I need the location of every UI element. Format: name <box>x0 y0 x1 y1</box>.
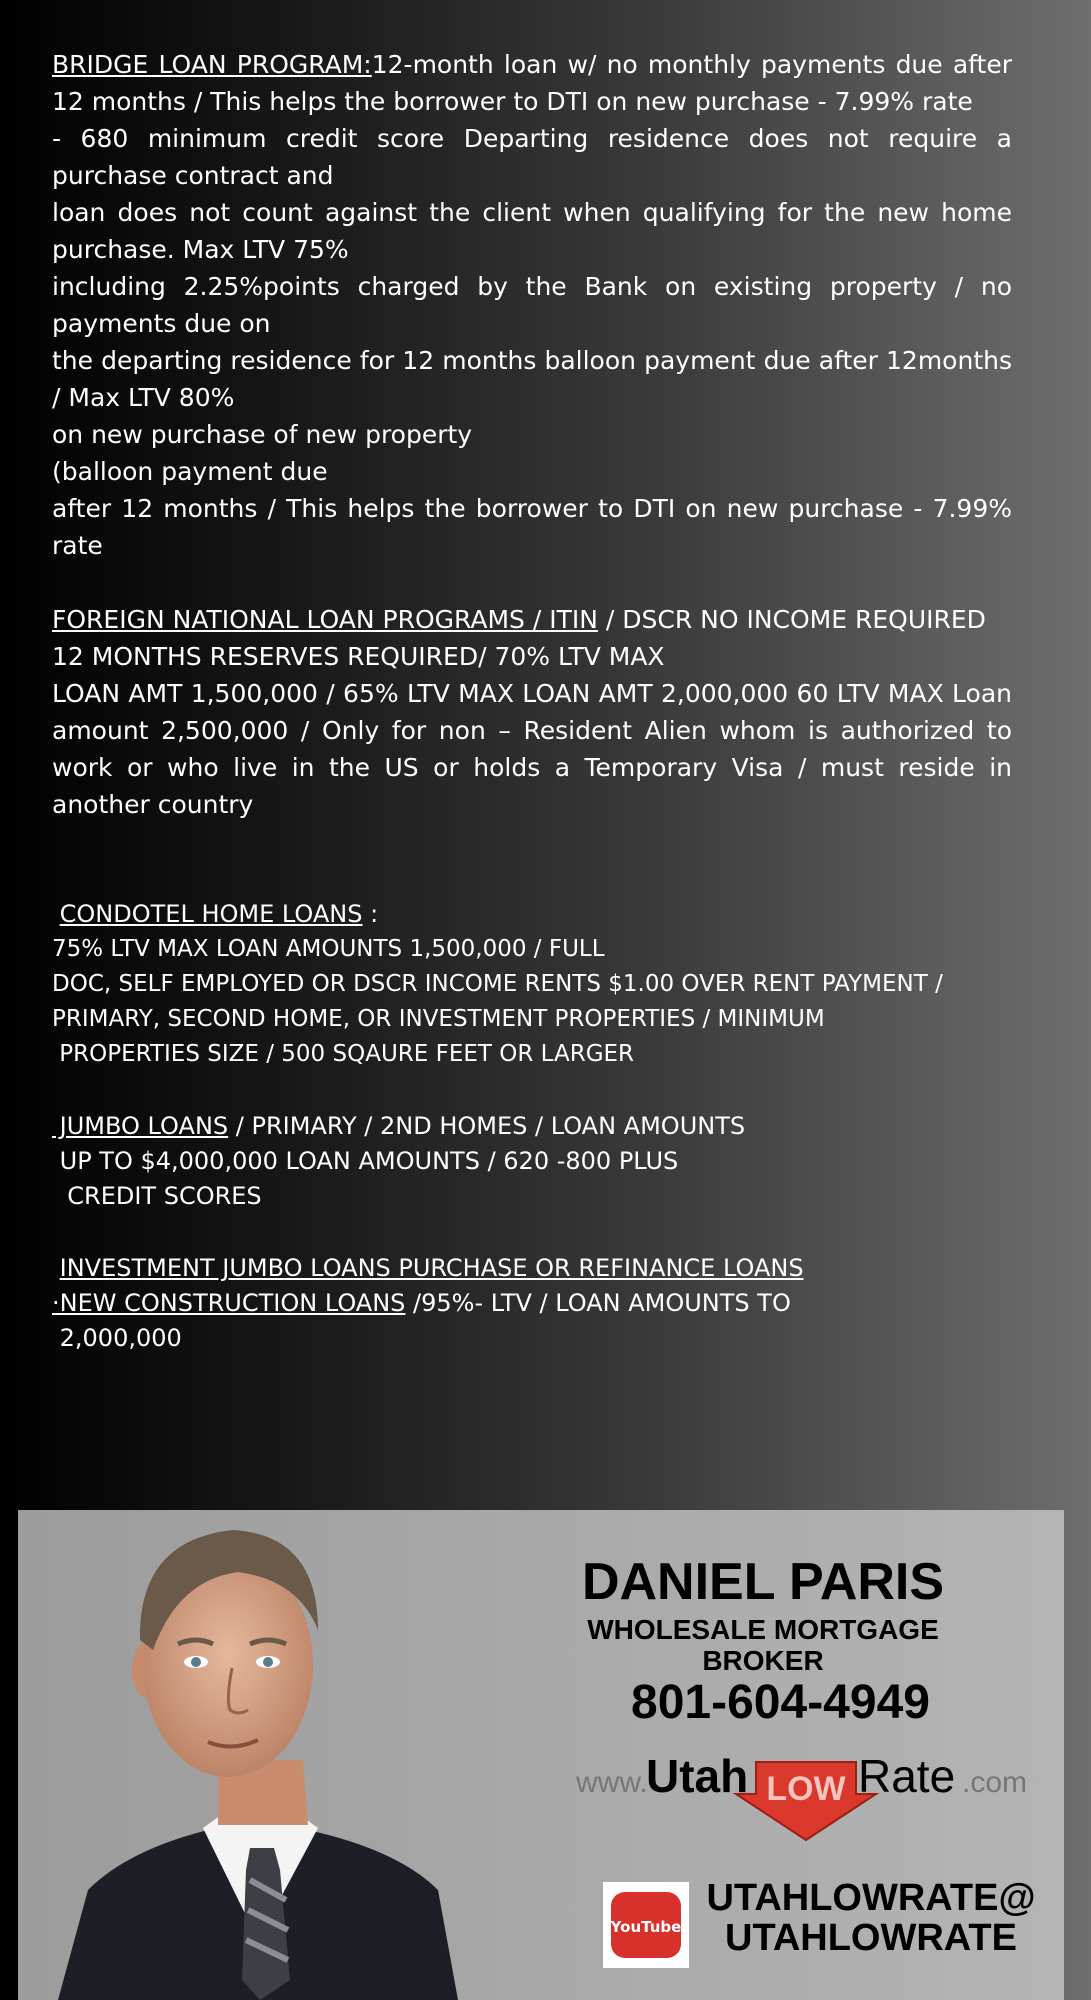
logo-low: LOW <box>766 1770 846 1808</box>
bridge-line: on new purchase of new property <box>52 420 473 449</box>
jumbo-line: CREDIT SCORES <box>52 1182 262 1210</box>
foreign-national-heading-rest: / DSCR NO INCOME REQUIRED <box>597 605 986 634</box>
condotel-line: PROPERTIES SIZE / 500 SQAURE FEET OR LARGER <box>52 1041 635 1067</box>
condotel-heading: CONDOTEL HOME LOANS <box>59 900 363 928</box>
utah-low-rate-logo <box>576 1742 1046 1842</box>
investment-line: 2,000,000 <box>52 1324 182 1352</box>
broker-phone: 801-604-4949 <box>631 1676 930 1729</box>
condotel-line: DOC, SELF EMPLOYED OR DSCR INCOME RENTS $1.00 OVER RENT PAYMENT / PRIMARY, SECOND HOME, OR INVESTMENT PROPERTIES / MINIMUM <box>52 971 943 1032</box>
new-construction-rest: /95%- LTV / LOAN AMOUNTS TO <box>405 1289 791 1317</box>
bridge-line: after 12 months / This helps the borrower to DTI on new purchase - 7.99% rate <box>52 494 1012 560</box>
logo-utah: Utah <box>646 1750 749 1802</box>
jumbo-line: UP TO $4,000,000 LOAN AMOUNTS / 620 -800 PLUS <box>52 1147 679 1175</box>
investment-paragraph <box>52 1251 1012 1286</box>
broker-name: DANIEL PARIS <box>581 1553 945 1611</box>
foreign-line: LOAN AMT 1,500,000 / 65% LTV MAX LOAN AMT 2,000,000 60 LTV MAX Loan amount 2,500,000 / Only for non – Resident Alien whom is authorized to work or who live in the US or holds a Temporary Visa / must reside in another country <box>52 679 1012 819</box>
broker-banner <box>18 1510 1064 2000</box>
jumbo-paragraph <box>52 1109 1012 1144</box>
investment-line <box>52 1286 1012 1321</box>
bridge-line: (balloon payment due <box>52 457 328 486</box>
logo-rate: Rate <box>858 1750 956 1802</box>
foreign-national-paragraph <box>52 601 1012 638</box>
youtube-label: YouTube <box>610 1918 682 1936</box>
bridge-loan-intro: 12-month loan w/ no monthly payments due after 12 months / This helps the borrower to DTI on new purchase - 7.99% rate <box>52 50 1012 116</box>
broker-title: WHOLESALE MORTGAGE BROKER <box>587 1614 939 1676</box>
youtube-icon[interactable] <box>603 1882 689 1968</box>
youtube-handle-line2: UTAHLOWRATE <box>725 1917 1017 1959</box>
loan-programs-text <box>52 46 1012 1356</box>
broker-photo <box>18 1510 578 2000</box>
bridge-line: the departing residence for 12 months balloon payment due after 12months / Max LTV 80% <box>52 346 1012 412</box>
jumbo-heading: JUMBO LOANS <box>52 1112 229 1140</box>
bridge-loan-paragraph <box>52 46 1012 120</box>
logo-com: .com <box>962 1766 1028 1799</box>
bridge-line: loan does not count against the client when qualifying for the new home purchase. Max LTV 75% <box>52 198 1012 264</box>
condotel-paragraph <box>52 897 1012 932</box>
condotel-line: 75% LTV MAX LOAN AMOUNTS 1,500,000 / FULL <box>52 936 605 962</box>
youtube-handle[interactable] <box>686 1878 1056 1958</box>
bridge-loan-heading: BRIDGE LOAN PROGRAM: <box>52 50 372 79</box>
foreign-national-heading: FOREIGN NATIONAL LOAN PROGRAMS / ITIN <box>52 605 598 634</box>
bridge-line: - 680 minimum credit score Departing residence does not require a purchase contract and <box>52 124 1012 190</box>
condotel-colon: : <box>362 900 379 928</box>
bridge-line: including 2.25%points charged by the Bank on existing property / no payments due on <box>52 272 1012 338</box>
new-construction-heading: ·NEW CONSTRUCTION LOANS <box>52 1289 406 1317</box>
investment-heading: INVESTMENT JUMBO LOANS PURCHASE OR REFINANCE LOANS <box>59 1254 804 1282</box>
jumbo-rest: / PRIMARY / 2ND HOMES / LOAN AMOUNTS <box>228 1112 746 1140</box>
logo-www: www. <box>576 1766 648 1799</box>
foreign-line: 12 MONTHS RESERVES REQUIRED/ 70% LTV MAX <box>52 642 665 671</box>
youtube-handle-line1: UTAHLOWRATE@ <box>706 1877 1036 1919</box>
